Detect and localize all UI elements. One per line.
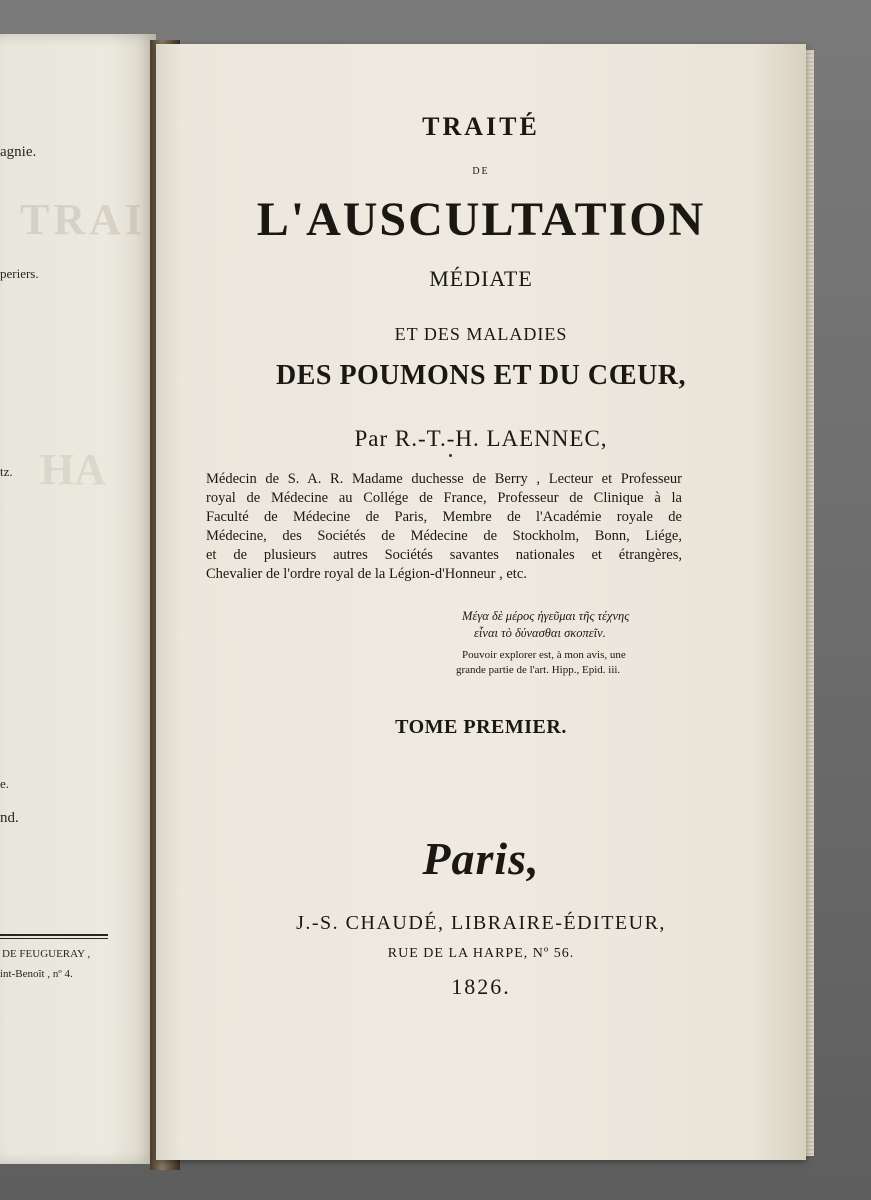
credential-line: Médecine, des Sociétés de Médecine de Stockholm, Bonn, Liége, [206, 528, 682, 544]
imprint-line: DE FEUGUERAY , [2, 948, 91, 960]
imprint-rule [0, 938, 108, 939]
epigraph [456, 608, 692, 678]
title-main: L'AUSCULTATION [256, 193, 706, 246]
subtitle-poumons: DES POUMONS ET DU CŒUR, [275, 360, 687, 391]
title-page [156, 44, 806, 1160]
left-page-fragment: e. [0, 776, 10, 791]
credential-line: royal de Médecine au Collége de France, Professeur de Clinique à la [206, 490, 682, 506]
volume-label: TOME PREMIER. [395, 716, 567, 738]
credential-line: Médecin de S. A. R. Madame duchesse de Berry , Lecteur et Professeur [206, 471, 682, 487]
author-credentials [206, 470, 682, 584]
epigraph-french-line: grande partie de l'art. Hipp., Epid. iii. [456, 664, 621, 676]
epigraph-greek-line: Μέγα δὲ μέρος ἡγεῦμαι τῆς τέχνης [462, 609, 630, 623]
epigraph-greek-line: εἶναι τὸ δύνασθαι σκοπεῖν. [474, 626, 606, 640]
imprint-city: Paris, [422, 833, 540, 884]
publisher-line: J.-S. CHAUDÉ, LIBRAIRE-ÉDITEUR, [296, 912, 666, 934]
title-mediate: MÉDIATE [429, 266, 533, 291]
ink-speck [449, 454, 452, 457]
author-line: Par R.-T.-H. LAENNEC, [354, 426, 608, 451]
credential-line: Chevalier de l'ordre royal de la Légion-d'Honneur , etc. [206, 566, 527, 582]
title-de: DE [472, 166, 490, 177]
imprint-rule [0, 934, 108, 936]
publisher-address: RUE DE LA HARPE, Nº 56. [387, 946, 575, 961]
left-page-fragment: agnie. [0, 144, 37, 160]
credential-line: Faculté de Médecine de Paris, Membre de l'Académie royale de [206, 509, 682, 525]
publication-year: 1826. [451, 974, 511, 999]
left-page-fragment: tz. [0, 464, 13, 479]
left-page-fragment: nd. [0, 810, 19, 826]
left-facing-page [0, 34, 156, 1164]
title-traite: TRAITÉ [422, 112, 540, 141]
subtitle-et-des-maladies: ET DES MALADIES [394, 324, 568, 344]
left-page-fragment: periers. [0, 266, 39, 281]
epigraph-french-line: Pouvoir explorer est, à mon avis, une [462, 649, 626, 661]
bleed-through-text: TRAI [20, 195, 147, 244]
imprint-line: int-Benoît , nº 4. [0, 968, 73, 980]
bleed-through-text: HA [40, 445, 106, 494]
credential-line: et de plusieurs autres Sociétés savantes nationales et étrangères, [206, 547, 682, 563]
